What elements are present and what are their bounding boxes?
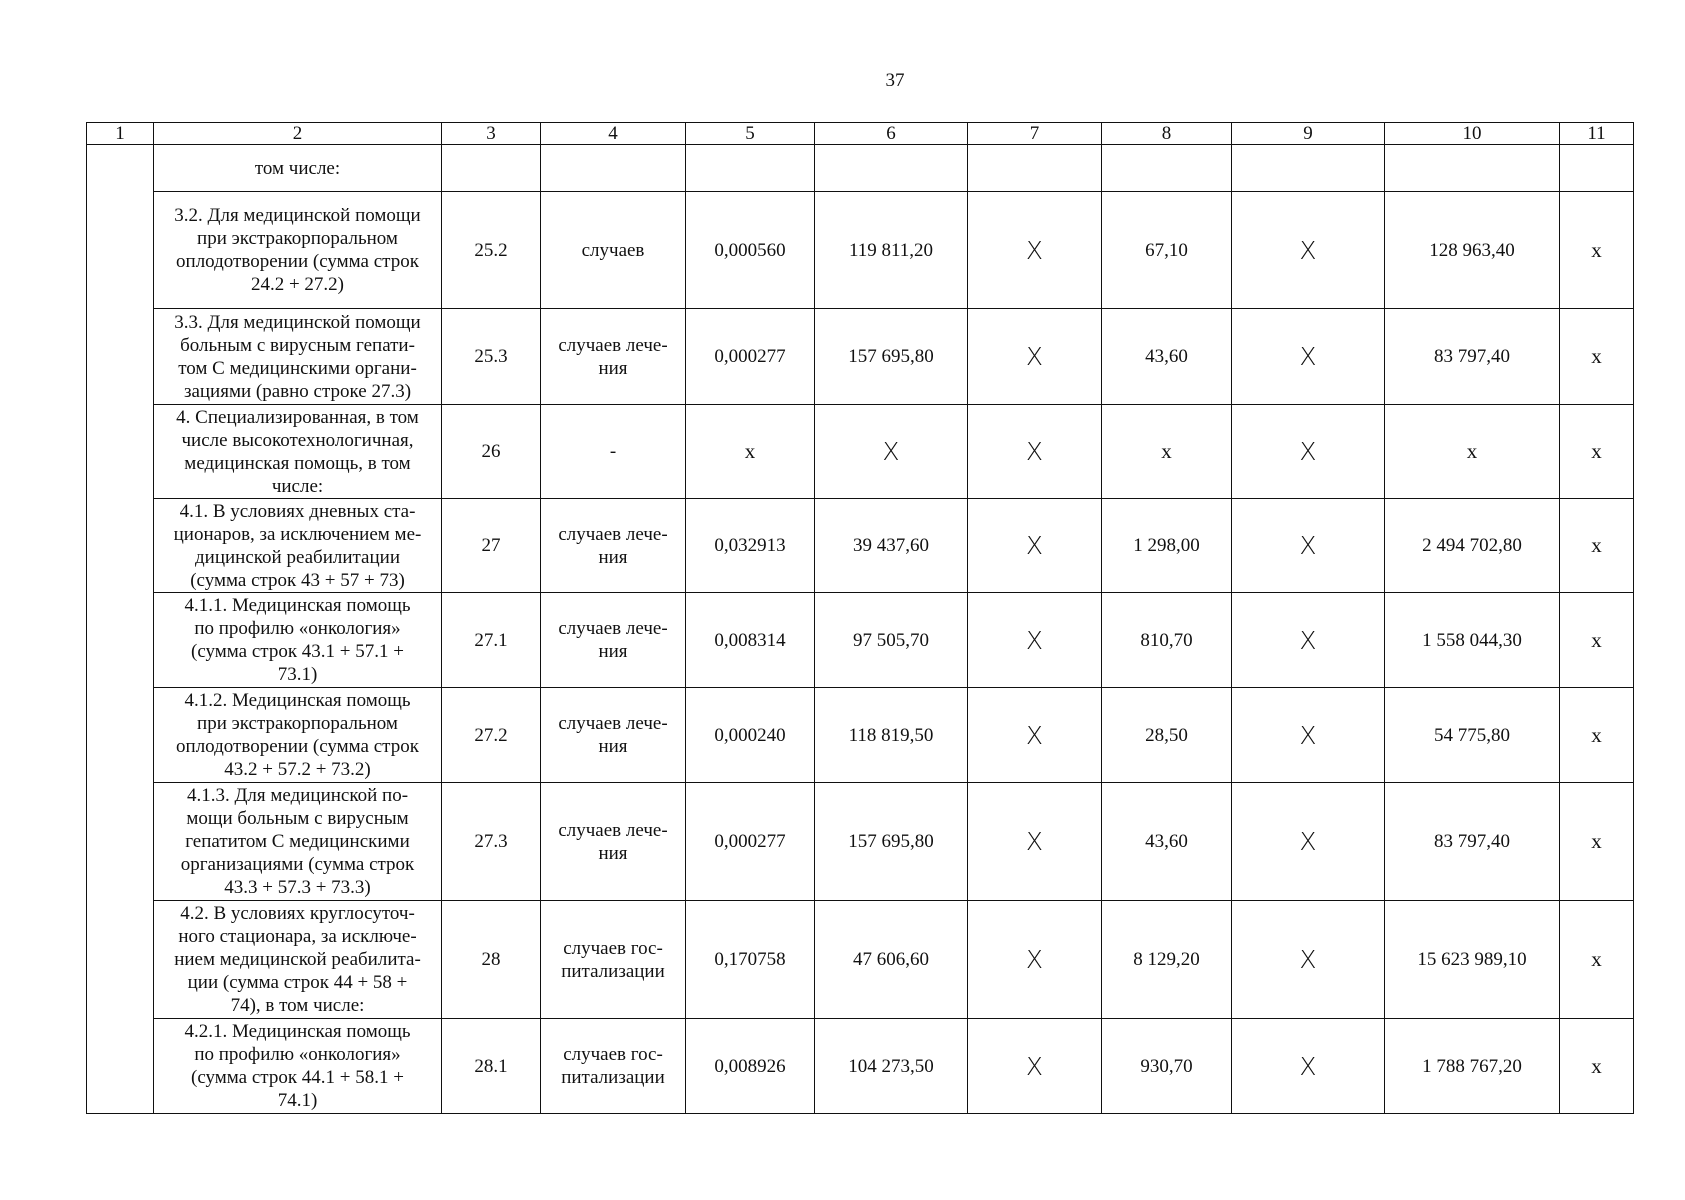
cell-c10: 83 797,40 (1385, 309, 1560, 405)
cell-c5: 0,170758 (686, 901, 815, 1019)
cell-c4: случаев лече- ния (541, 309, 686, 405)
cell-c9: X (1232, 593, 1385, 688)
cell-c4: случаев лече- ния (541, 499, 686, 593)
cell-c2: 3.3. Для медицинской помощи больным с вирусным гепати- том С медицинскими органи- зациями (равно строке 27.3) (154, 309, 442, 405)
cell-c3: 25.3 (442, 309, 541, 405)
column-header: 1 (87, 123, 154, 145)
cell-c4: случаев лече- ния (541, 688, 686, 783)
cell-c6: X (815, 405, 968, 499)
cell-c2: 4. Специализированная, в том числе высокотехнологичная, медицинская помощь, в том числе: (154, 405, 442, 499)
cell-c11: x (1560, 1019, 1634, 1114)
table-row (87, 309, 1634, 405)
cell-c10: 1 558 044,30 (1385, 593, 1560, 688)
table-row (87, 1019, 1634, 1114)
cell-c6: 97 505,70 (815, 593, 968, 688)
cell-c6: 47 606,60 (815, 901, 968, 1019)
cell-c6: 157 695,80 (815, 783, 968, 901)
cell-c7: X (968, 499, 1102, 593)
cell-c2: 3.2. Для медицинской помощи при экстракорпоральном оплодотворении (сумма строк 24.2 + 27.2) (154, 192, 442, 309)
table-row (87, 901, 1634, 1019)
cell-c10 (1385, 145, 1560, 192)
cell-c8 (1102, 145, 1232, 192)
cell-c7 (968, 145, 1102, 192)
cell-c5: 0,000277 (686, 309, 815, 405)
cell-c9: X (1232, 688, 1385, 783)
cell-c9: X (1232, 901, 1385, 1019)
cell-c2: 4.1.1. Медицинская помощь по профилю «онкология» (сумма строк 43.1 + 57.1 + 73.1) (154, 593, 442, 688)
cell-c9: X (1232, 1019, 1385, 1114)
page-number: 37 (885, 70, 905, 91)
cell-c2: 4.1.2. Медицинская помощь при экстракорпоральном оплодотворении (сумма строк 43.2 + 57.2 + 73.2) (154, 688, 442, 783)
cell-c5: x (686, 405, 815, 499)
cell-c3: 25.2 (442, 192, 541, 309)
cell-c7: X (968, 783, 1102, 901)
cell-c7: X (968, 901, 1102, 1019)
cell-c11: x (1560, 593, 1634, 688)
cell-c8: x (1102, 405, 1232, 499)
cell-c3: 27 (442, 499, 541, 593)
table-row (87, 192, 1634, 309)
cell-c2: 4.1. В условиях дневных ста- ционаров, за исключением ме- дицинской реабилитации (сумма строк 43 + 57 + 73) (154, 499, 442, 593)
cell-c4: случаев гос- питализации (541, 901, 686, 1019)
column-header: 7 (968, 123, 1102, 145)
cell-c8: 8 129,20 (1102, 901, 1232, 1019)
cell-c6 (815, 145, 968, 192)
cell-c5: 0,032913 (686, 499, 815, 593)
cell-c8: 43,60 (1102, 309, 1232, 405)
cell-c2: 4.1.3. Для медицинской по- мощи больным с вирусным гепатитом С медицинскими организациями (сумма строк 43.3 + 57.3 + 73.3) (154, 783, 442, 901)
cell-c8: 930,70 (1102, 1019, 1232, 1114)
table-row (87, 405, 1634, 499)
cell-c5: 0,000560 (686, 192, 815, 309)
table-row (87, 688, 1634, 783)
cell-c6: 104 273,50 (815, 1019, 968, 1114)
cell-c5 (686, 145, 815, 192)
cell-c3 (442, 145, 541, 192)
cell-c8: 1 298,00 (1102, 499, 1232, 593)
column-header: 5 (686, 123, 815, 145)
data-table (86, 122, 1634, 1114)
cell-c9: X (1232, 783, 1385, 901)
cell-c10: 83 797,40 (1385, 783, 1560, 901)
cell-c10: 2 494 702,80 (1385, 499, 1560, 593)
cell-c4: случаев лече- ния (541, 783, 686, 901)
cell-c11 (1560, 145, 1634, 192)
cell-c10: 54 775,80 (1385, 688, 1560, 783)
cell-c3: 27.1 (442, 593, 541, 688)
cell-c3: 28 (442, 901, 541, 1019)
cell-c5: 0,008926 (686, 1019, 815, 1114)
cell-c7: X (968, 405, 1102, 499)
cell-c4: случаев (541, 192, 686, 309)
column-number-row (87, 123, 1634, 145)
cell-c5: 0,008314 (686, 593, 815, 688)
cell-c9: X (1232, 405, 1385, 499)
cell-c4: случаев гос- питализации (541, 1019, 686, 1114)
column-header: 3 (442, 123, 541, 145)
table-row (87, 499, 1634, 593)
cell-c7: X (968, 688, 1102, 783)
cell-c9: X (1232, 499, 1385, 593)
cell-c4 (541, 145, 686, 192)
cell-c8: 810,70 (1102, 593, 1232, 688)
cell-c4: случаев лече- ния (541, 593, 686, 688)
cell-c2: том числе: (154, 145, 442, 192)
cell-c5: 0,000240 (686, 688, 815, 783)
cell-c2: 4.2.1. Медицинская помощь по профилю «онкология» (сумма строк 44.1 + 58.1 + 74.1) (154, 1019, 442, 1114)
cell-c10: 1 788 767,20 (1385, 1019, 1560, 1114)
cell-c4: - (541, 405, 686, 499)
cell-c10: x (1385, 405, 1560, 499)
table-row (87, 783, 1634, 901)
cell-c3: 28.1 (442, 1019, 541, 1114)
cell-c6: 118 819,50 (815, 688, 968, 783)
cell-c7: X (968, 1019, 1102, 1114)
cell-c11: x (1560, 901, 1634, 1019)
cell-c3: 26 (442, 405, 541, 499)
cell-c6: 157 695,80 (815, 309, 968, 405)
column-header: 8 (1102, 123, 1232, 145)
cell-c11: x (1560, 309, 1634, 405)
column-header: 10 (1385, 123, 1560, 145)
cell-c6: 39 437,60 (815, 499, 968, 593)
table-row (87, 593, 1634, 688)
column-header: 11 (1560, 123, 1634, 145)
cell-c8: 28,50 (1102, 688, 1232, 783)
cell-c8: 67,10 (1102, 192, 1232, 309)
cell-c7: X (968, 309, 1102, 405)
table-row (87, 145, 1634, 192)
column-header: 4 (541, 123, 686, 145)
column-header: 9 (1232, 123, 1385, 145)
cell-c7: X (968, 593, 1102, 688)
cell-c10: 128 963,40 (1385, 192, 1560, 309)
cell-c9: X (1232, 192, 1385, 309)
column-header: 6 (815, 123, 968, 145)
cell-c11: x (1560, 405, 1634, 499)
cell-c6: 119 811,20 (815, 192, 968, 309)
cell-c9 (1232, 145, 1385, 192)
cell-c11: x (1560, 783, 1634, 901)
cell-c11: x (1560, 499, 1634, 593)
cell-c3: 27.3 (442, 783, 541, 901)
cell-c8: 43,60 (1102, 783, 1232, 901)
cell-c9: X (1232, 309, 1385, 405)
cell-c11: x (1560, 688, 1634, 783)
column-1-cell (87, 145, 154, 1114)
cell-c5: 0,000277 (686, 783, 815, 901)
cell-c11: x (1560, 192, 1634, 309)
cell-c10: 15 623 989,10 (1385, 901, 1560, 1019)
cell-c3: 27.2 (442, 688, 541, 783)
cell-c2: 4.2. В условиях круглосуточ- ного стационара, за исключе- нием медицинской реабилита- ции (сумма строк 44 + 58 + 74), в том числе: (154, 901, 442, 1019)
cell-c7: X (968, 192, 1102, 309)
column-header: 2 (154, 123, 442, 145)
